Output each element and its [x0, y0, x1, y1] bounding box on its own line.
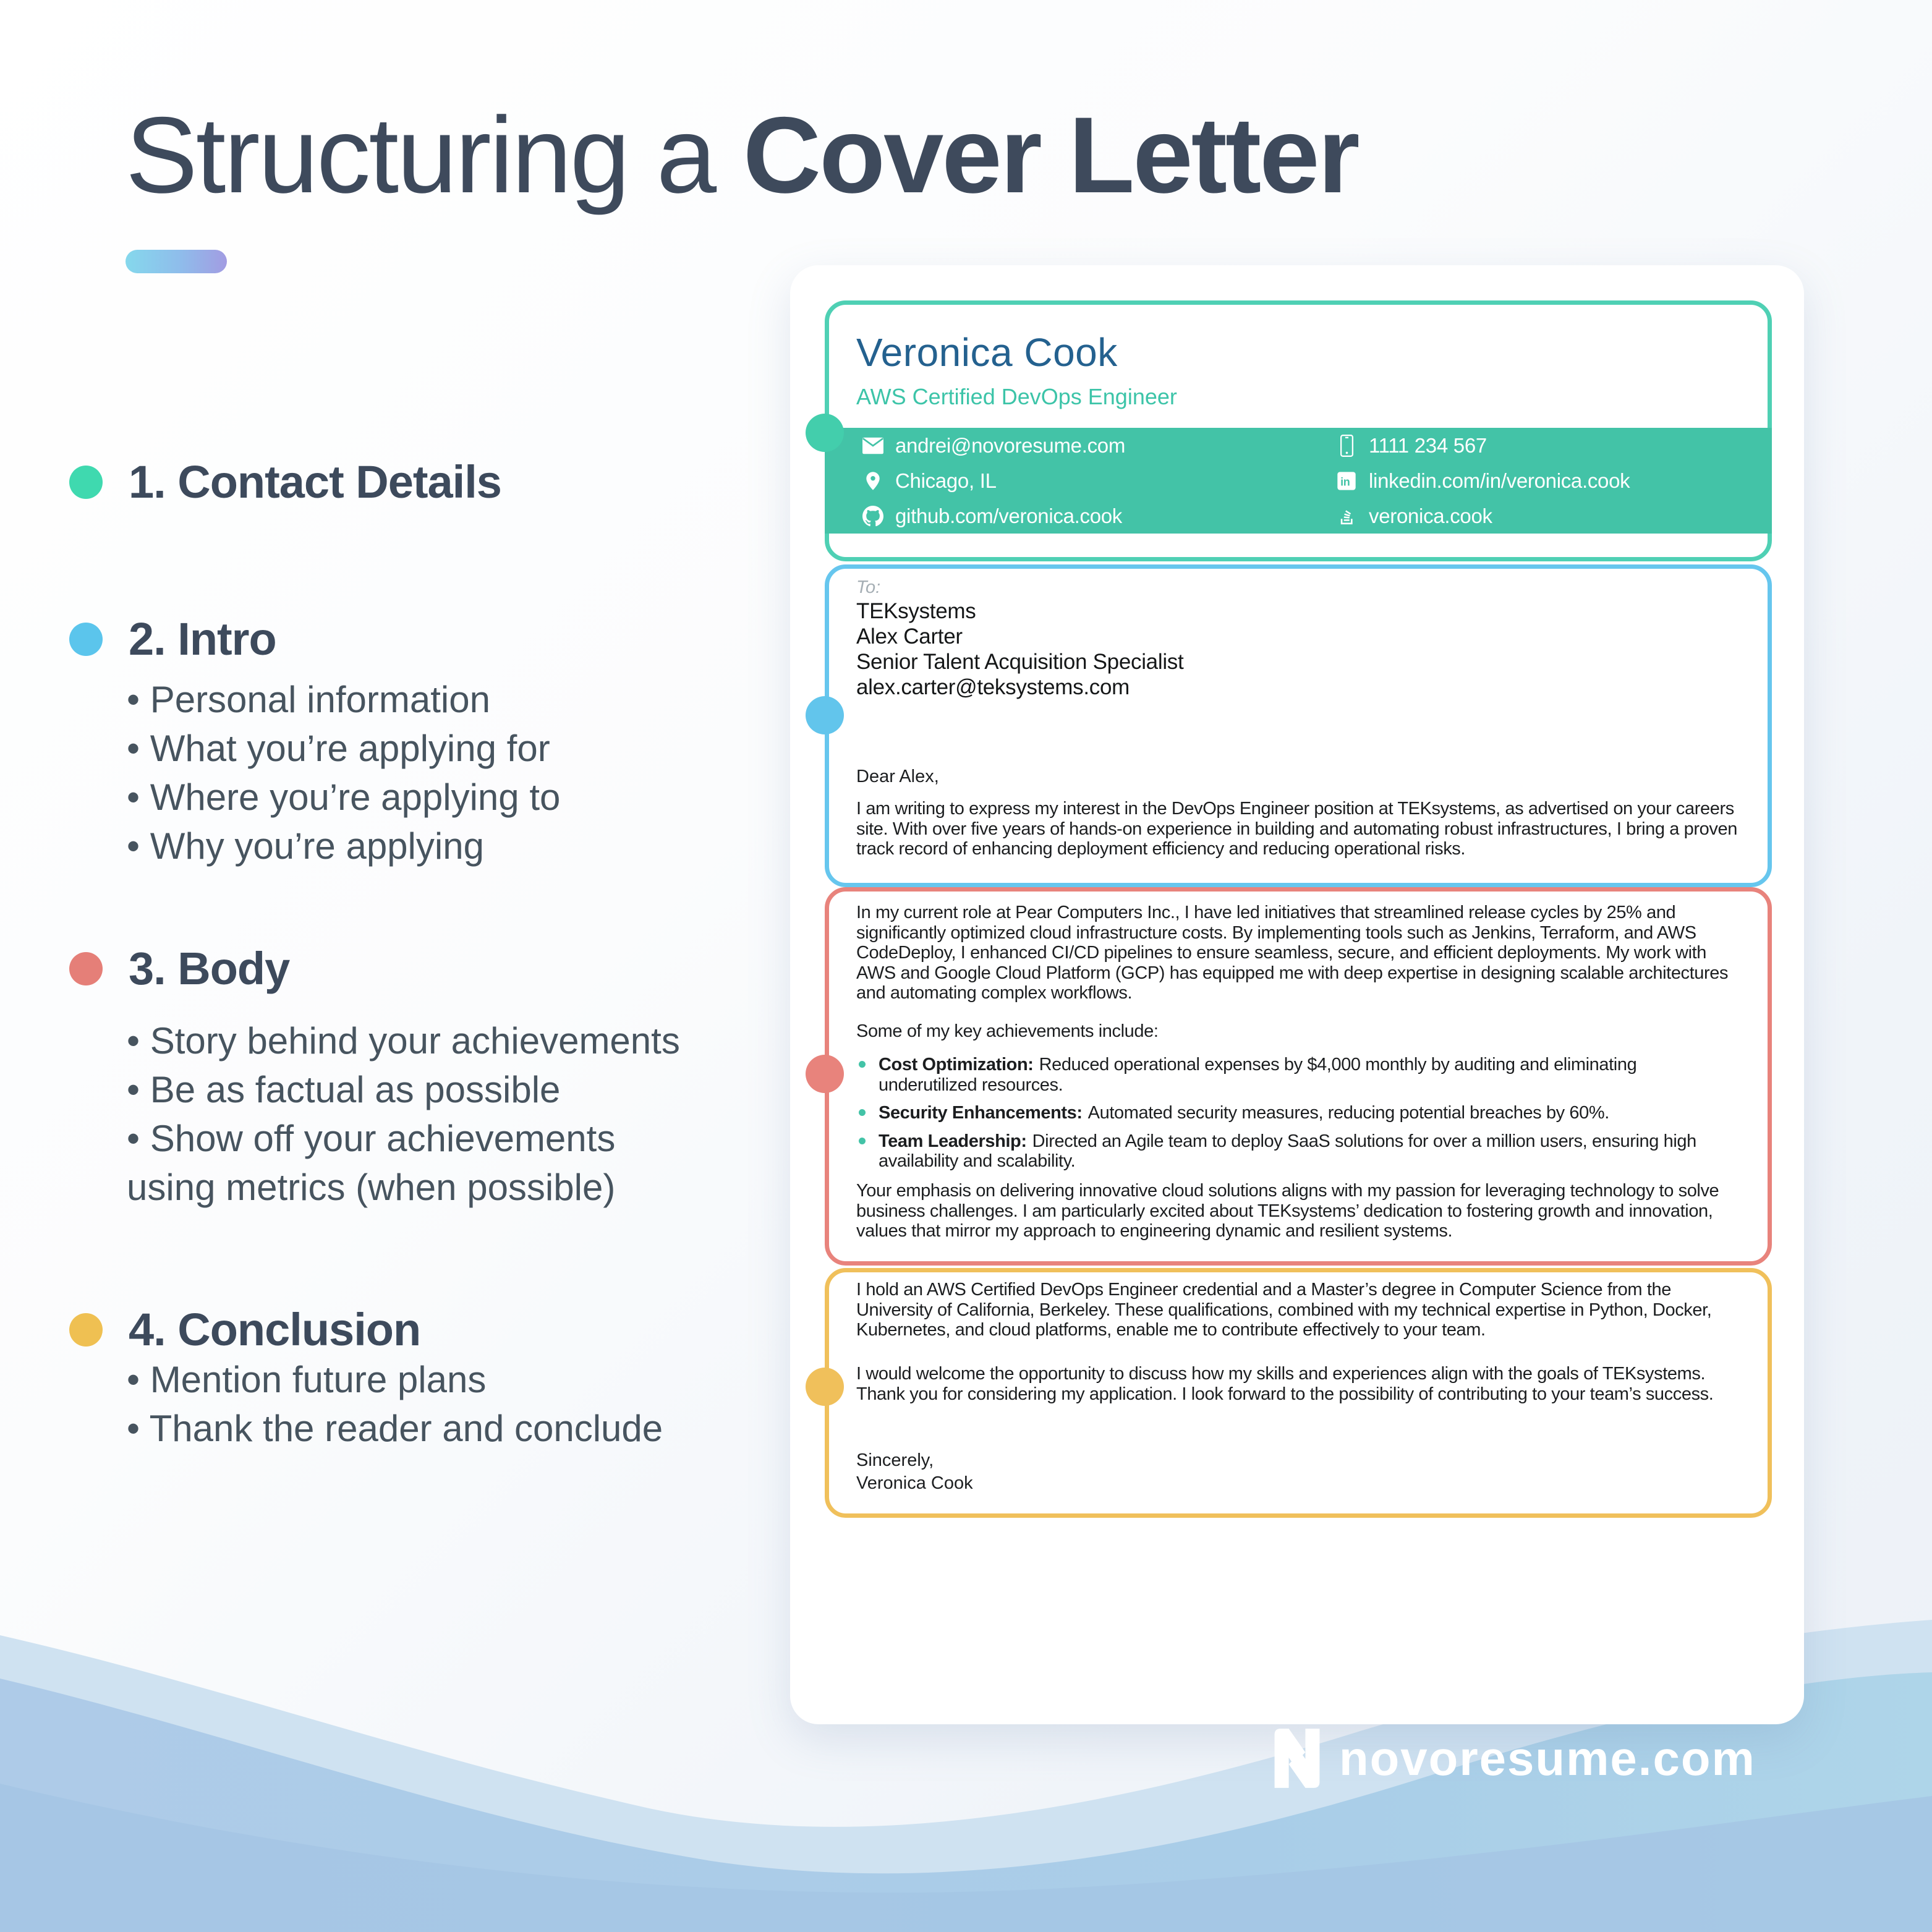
contact-github-text: github.com/veronica.cook	[895, 504, 1122, 527]
achievement-label: Team Leadership:	[879, 1131, 1027, 1151]
candidate-job-title: AWS Certified DevOps Engineer	[856, 384, 1177, 409]
list-item: • Show off your achievements using metrics (when possible)	[127, 1114, 702, 1212]
red-bullet-dot	[69, 952, 103, 985]
recipient-person: Alex Carter	[856, 624, 963, 649]
title-accent-bar	[126, 250, 227, 273]
contact-phone	[1334, 434, 1772, 457]
conclusion-paragraph-2: I would welcome the opportunity to discuss how my skills and experiences align with the goals of TEKsystems. Thank you for considering my application. I look forward to the possibility of contributing to your team’s success.	[856, 1364, 1714, 1404]
contact-section-dot	[806, 414, 844, 452]
title-bold-part: Cover Letter	[743, 95, 1358, 216]
body-paragraph-1: In my current role at Pear Computers Inc., I have led initiatives that streamlined release cycles by 25% and significantly optimized cloud infrastructure costs. By implementing tools such as Jenkins, Terraform, and AWS CodeDeploy, I enhanced CI/CD pipelines to ensure seamless, secure, and efficient deployments. My work with AWS and Google Cloud Platform (GCP) has equipped me with deep expertise in designing scalable architectures and automating complex workflows.	[856, 903, 1729, 1003]
linkedin-icon	[1334, 471, 1359, 491]
recipient-role: Senior Talent Acquisition Specialist	[856, 650, 1184, 674]
contact-email	[861, 434, 1334, 457]
body-paragraph-2: Your emphasis on delivering innovative cloud solutions aligns with my passion for leveraging technology to solve business challenges. I am particularly excited about TEKsystems’ dedication to fostering growth and innovation, values that mirror my approach to engineering dynamic and resilient systems.	[856, 1181, 1719, 1241]
page-title	[126, 95, 1358, 216]
list-item: • Be as factual as possible	[127, 1065, 702, 1114]
recipient-block	[856, 598, 1183, 700]
outline-label: 4. Conclusion	[129, 1304, 421, 1355]
conclusion-section-dot	[806, 1368, 844, 1406]
conclusion-bullet-list	[127, 1355, 794, 1453]
github-icon	[861, 506, 885, 527]
contact-email-text: andrei@novoresume.com	[895, 433, 1126, 457]
achievement-label: Security Enhancements:	[879, 1103, 1083, 1123]
section-body	[825, 887, 1772, 1266]
signature-name: Veronica Cook	[856, 1473, 973, 1493]
contact-stackoverflow-text: veronica.cook	[1369, 504, 1492, 527]
section-contact-details	[825, 300, 1772, 561]
achievement-text: Directed an Agile team to deploy SaaS solutions for over a million users, ensuring high availability and scalability.	[879, 1131, 1696, 1171]
contact-linkedin-text: linkedin.com/in/veronica.cook	[1369, 469, 1630, 492]
list-item: • What you’re applying for	[127, 724, 714, 773]
achievement-text: Automated security measures, reducing potential breaches by 60%.	[1087, 1103, 1609, 1123]
outline-label: 2. Intro	[129, 613, 276, 665]
outline-label: 3. Body	[129, 943, 290, 994]
achievement-label: Cost Optimization:	[879, 1055, 1034, 1075]
candidate-name: Veronica Cook	[856, 330, 1118, 375]
title-regular-part: Structuring a	[126, 95, 743, 216]
body-bullet-list	[127, 1016, 702, 1212]
recipient-company: TEKsystems	[856, 599, 976, 623]
outline-section-intro	[69, 613, 276, 665]
svg-text:in: in	[1340, 475, 1350, 488]
section-intro	[825, 564, 1772, 887]
recipient-email: alex.carter@teksystems.com	[856, 675, 1130, 699]
achievements-intro: Some of my key achievements include:	[856, 1021, 1159, 1041]
to-label: To:	[856, 577, 881, 597]
list-item: • Thank the reader and conclude	[127, 1404, 794, 1453]
achievement-text: Reduced operational expenses by $4,000 monthly by auditing and eliminating underutilized resources.	[879, 1055, 1637, 1095]
list-item: • Why you’re applying	[127, 822, 714, 870]
novoresume-logo	[1269, 1726, 1756, 1790]
list-item: • Personal information	[127, 675, 714, 724]
contact-github	[861, 504, 1334, 528]
yellow-bullet-dot	[69, 1313, 103, 1347]
stackoverflow-icon	[1334, 507, 1359, 526]
location-pin-icon	[861, 471, 885, 491]
outline-section-body	[69, 942, 289, 995]
contact-stackoverflow	[1334, 504, 1772, 528]
contact-location	[861, 469, 1334, 493]
body-section-dot	[806, 1055, 844, 1093]
achievement-item	[856, 1103, 1729, 1123]
contact-bar	[825, 428, 1772, 534]
contact-linkedin	[1334, 469, 1772, 493]
contact-phone-text: 1111 234 567	[1369, 433, 1487, 457]
intro-paragraph: I am writing to express my interest in the DevOps Engineer position at TEKsystems, as advertised on your careers site. With over five years of hands-on experience in building and automating robust infrastructures, I bring a proven track record of enhancing deployment efficiency and reducing operational risks.	[856, 799, 1737, 859]
teal-dot-icon	[859, 1138, 866, 1144]
outline-section-conclusion	[69, 1303, 420, 1356]
cover-letter-document	[790, 265, 1804, 1724]
section-conclusion	[825, 1268, 1772, 1518]
blue-bullet-dot	[69, 623, 103, 656]
salutation: Dear Alex,	[856, 767, 939, 786]
conclusion-paragraph-1: I hold an AWS Certified DevOps Engineer credential and a Master’s degree in Computer Science from the University of California, Berkeley. These qualifications, combined with my technical expertise in Python, Docker, Kubernetes, and cloud platforms, enable me to contribute effectively to your team.	[856, 1280, 1712, 1340]
intro-bullet-list	[127, 675, 714, 870]
closing-word: Sincerely,	[856, 1450, 934, 1470]
achievements-list	[856, 1055, 1729, 1180]
list-item: • Story behind your achievements	[127, 1016, 702, 1065]
list-item: • Where you’re applying to	[127, 773, 714, 822]
teal-dot-icon	[859, 1061, 866, 1068]
list-item: • Mention future plans	[127, 1355, 794, 1404]
logo-text: novoresume.com	[1339, 1730, 1756, 1785]
outline-label: 1. Contact Details	[129, 456, 501, 508]
intro-section-dot	[806, 696, 844, 734]
email-icon	[861, 437, 885, 454]
contact-location-text: Chicago, IL	[895, 469, 997, 492]
novoresume-n-icon	[1269, 1726, 1326, 1790]
teal-dot-icon	[859, 1109, 866, 1116]
achievement-item	[856, 1055, 1729, 1095]
closing-block	[856, 1449, 973, 1495]
achievement-item	[856, 1131, 1729, 1172]
outline-section-contact-details	[69, 456, 501, 508]
teal-bullet-dot	[69, 466, 103, 499]
phone-icon	[1334, 435, 1359, 457]
